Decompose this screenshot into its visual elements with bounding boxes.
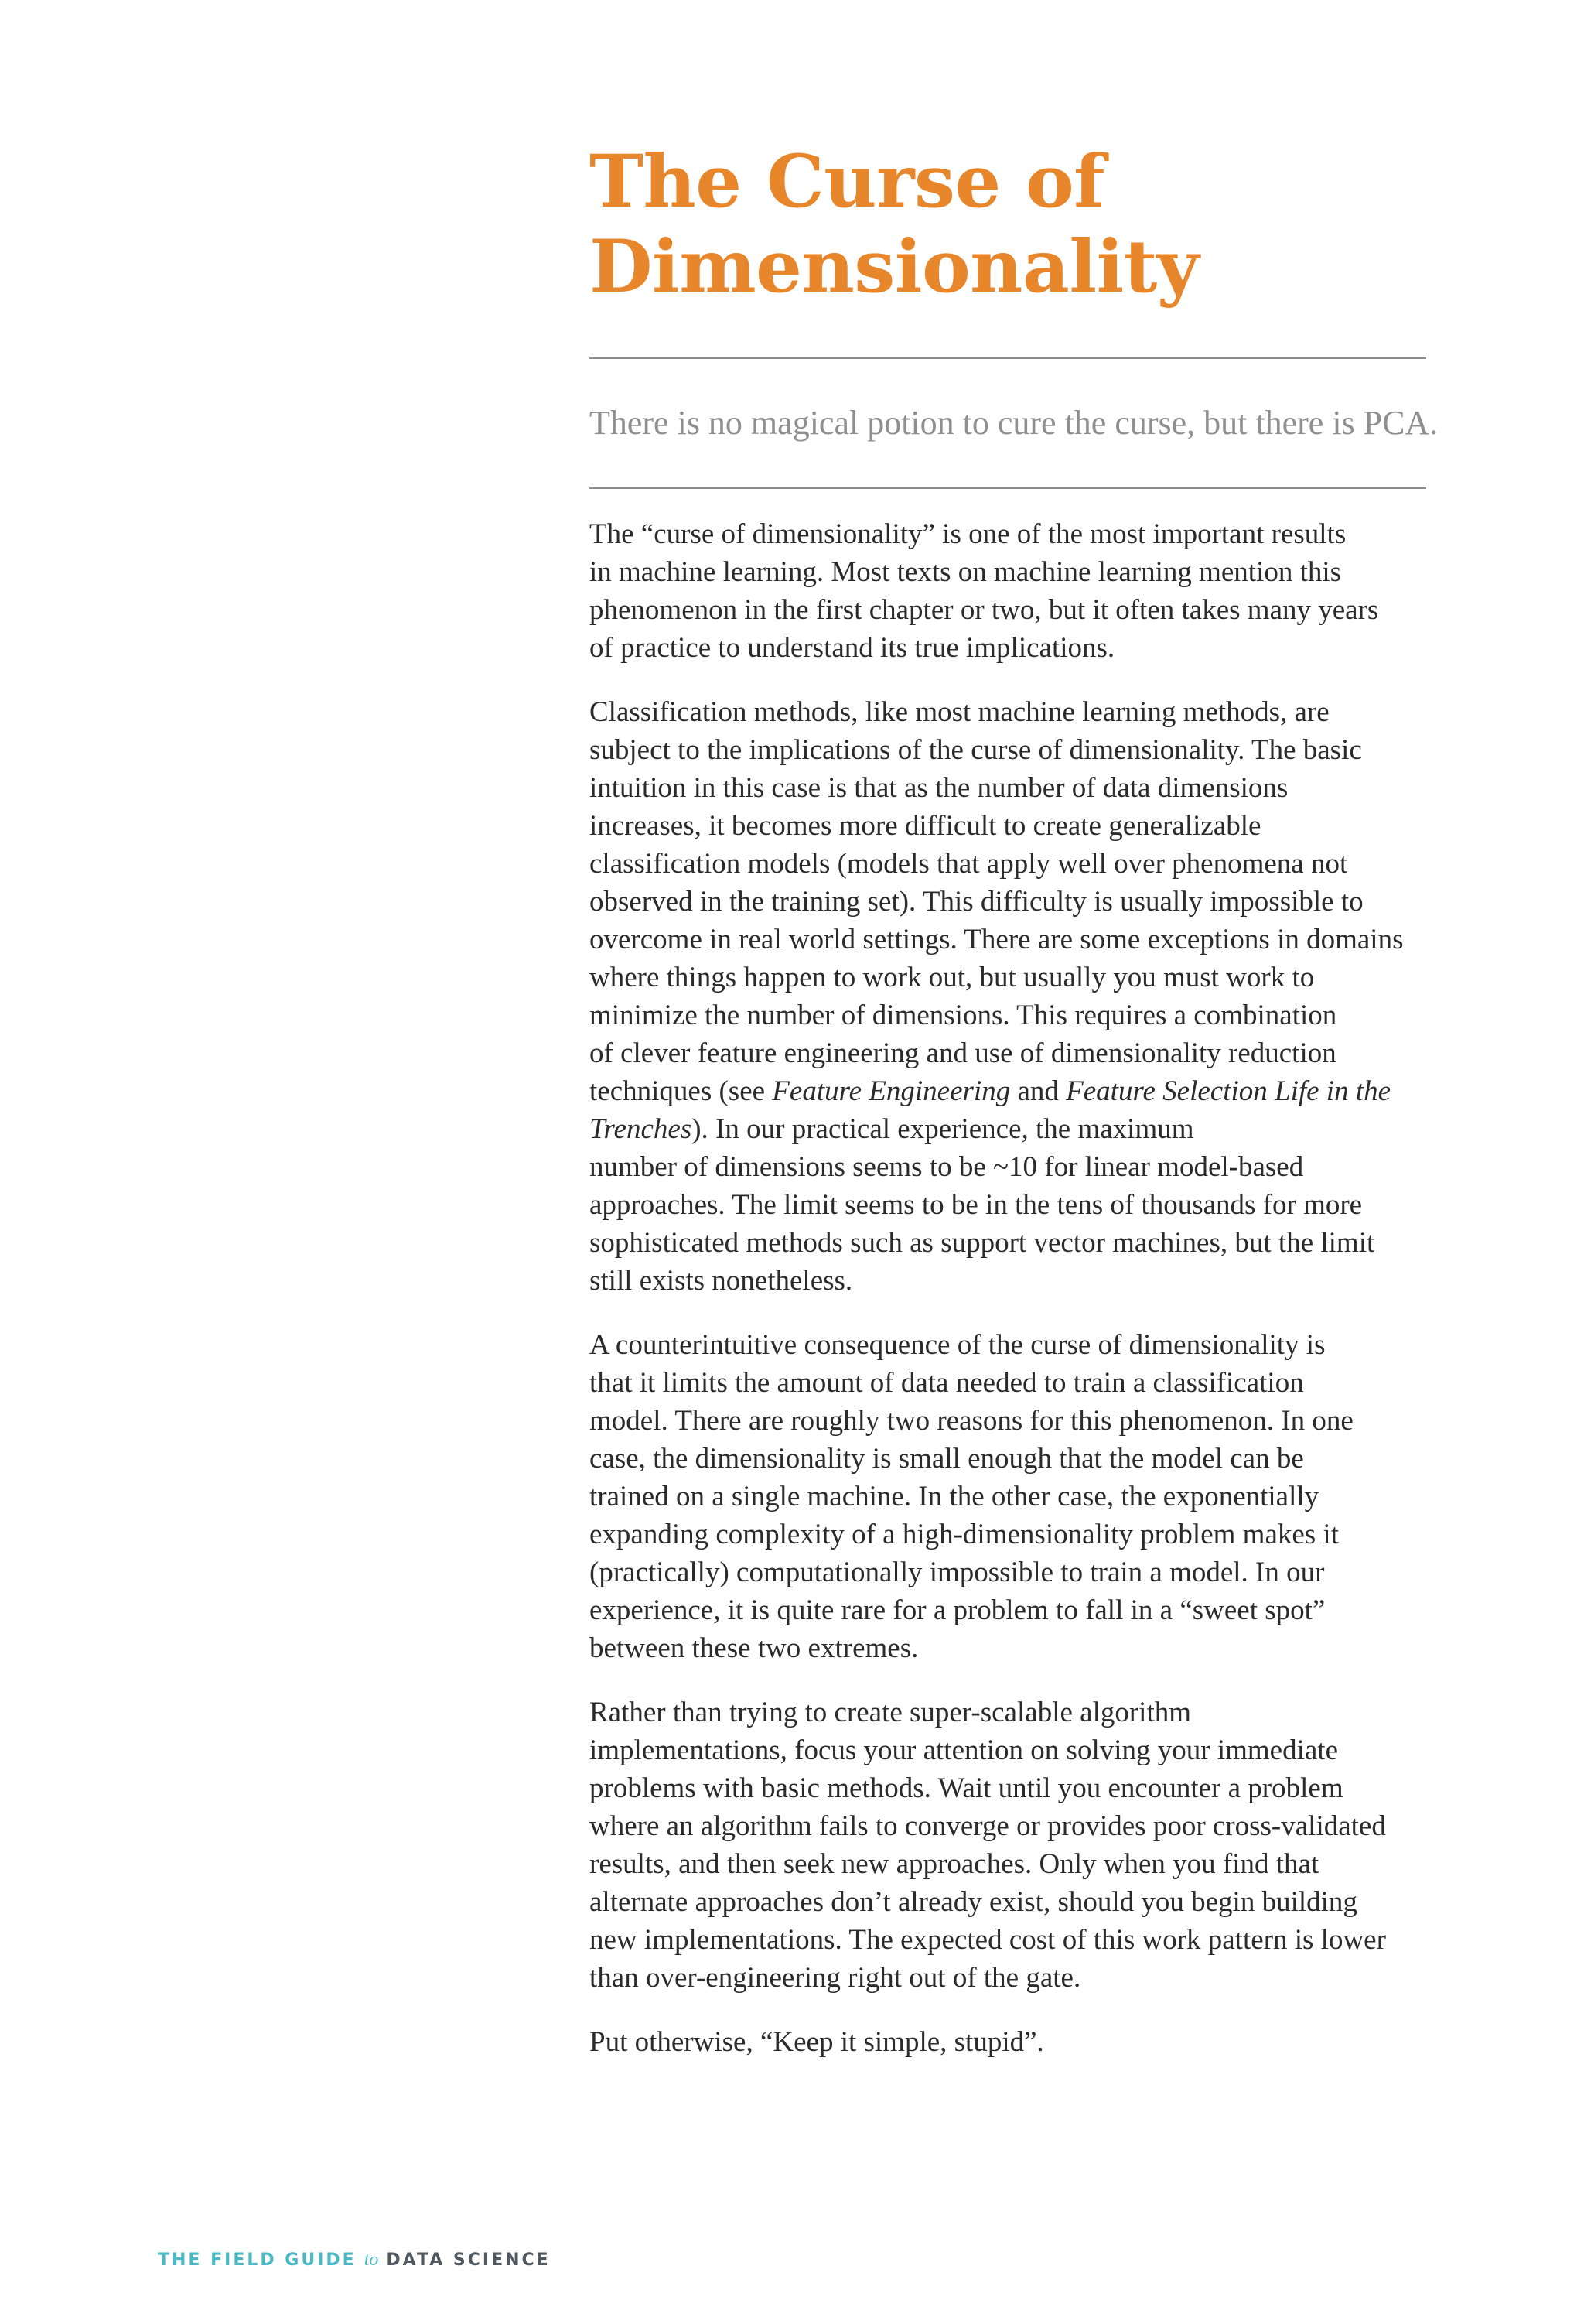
text-line: alternate approaches don’t already exist, should you begin building	[589, 1886, 1357, 1918]
text-line: intuition in this case is that as the number of data dimensions	[589, 772, 1289, 804]
text-line: that it limits the amount of data needed to train a classification	[589, 1367, 1304, 1399]
text-line: Rather than trying to create super-scalable algorithm	[589, 1697, 1192, 1728]
title-line-1: The Curse of	[589, 139, 1105, 224]
body-text	[589, 515, 1426, 2061]
text-line: implementations, focus your attention on solving your immediate	[589, 1734, 1338, 1766]
text-line: increases, it becomes more difficult to create generalizable	[589, 810, 1261, 842]
text-line: Classification methods, like most machine learning methods, are	[589, 696, 1330, 728]
text-line: sophisticated methods such as support vector machines, but the limit	[589, 1227, 1375, 1259]
divider-bottom	[589, 487, 1426, 489]
text-line: approaches. The limit seems to be in the tens of thousands for more	[589, 1189, 1363, 1221]
paragraph-5	[589, 2023, 1426, 2061]
text-line: number of dimensions seems to be ~10 for linear model-based	[589, 1151, 1304, 1183]
footer-title-part3: DATA SCIENCE	[386, 2251, 551, 2270]
text-line: between these two extremes.	[589, 1632, 919, 1664]
text-line: new implementations. The expected cost of this work pattern is lower	[589, 1924, 1386, 1956]
paragraph-4	[589, 1693, 1426, 1997]
text-line: The “curse of dimensionality” is one of the most important results	[589, 518, 1347, 550]
text-line: A counterintuitive consequence of the curse of dimensionality is	[589, 1329, 1326, 1361]
text-run: ). In our practical experience, the maximum	[691, 1113, 1194, 1145]
text-line: subject to the implications of the curse of dimensionality. The basic	[589, 734, 1362, 766]
text-line: model. There are roughly two reasons for this phenomenon. In one	[589, 1405, 1354, 1437]
text-line: Put otherwise, “Keep it simple, stupid”.	[589, 2026, 1044, 2058]
text-line	[589, 1110, 1426, 1148]
text-line: expanding complexity of a high-dimensionality problem makes it	[589, 1519, 1339, 1550]
footer-title-part1: THE FIELD GUIDE	[158, 2251, 357, 2270]
text-line: of practice to understand its true implications.	[589, 632, 1115, 664]
paragraph-2	[589, 693, 1426, 1300]
content-column	[589, 139, 1439, 2087]
text-line: observed in the training set). This difficulty is usually impossible to	[589, 886, 1364, 918]
text-line: trained on a single machine. In the other case, the exponentially	[589, 1481, 1319, 1512]
paragraph-1	[589, 515, 1426, 667]
page-title	[589, 139, 1426, 309]
text-line: (practically) computationally impossible to train a model. In our	[589, 1557, 1325, 1588]
footer-title-part2: to	[364, 2250, 379, 2270]
text-line: where an algorithm fails to converge or provides poor cross-validated	[589, 1810, 1386, 1842]
text-run: and	[1010, 1075, 1067, 1107]
text-line: in machine learning. Most texts on machine learning mention this	[589, 556, 1342, 588]
book-reference-feature-selection: Feature Selection Life in the	[1066, 1075, 1391, 1107]
book-reference-trenches: Trenches	[589, 1113, 692, 1145]
text-line: of clever feature engineering and use of dimensionality reduction	[589, 1037, 1336, 1069]
text-line: experience, it is quite rare for a problem to fall in a “sweet spot”	[589, 1594, 1326, 1626]
text-line: problems with basic methods. Wait until you encounter a problem	[589, 1772, 1343, 1804]
text-run: techniques (see	[589, 1075, 773, 1107]
text-line: case, the dimensionality is small enough that the model can be	[589, 1443, 1304, 1475]
text-line	[589, 1072, 1426, 1110]
text-line: overcome in real world settings. There are some exceptions in domains	[589, 924, 1404, 955]
text-line: where things happen to work out, but usually you must work to	[589, 962, 1315, 993]
text-line: results, and then seek new approaches. Only when you find that	[589, 1848, 1319, 1880]
divider-top	[589, 357, 1426, 359]
paragraph-3	[589, 1326, 1426, 1667]
text-line: minimize the number of dimensions. This requires a combination	[589, 1000, 1337, 1031]
title-line-2: Dimensionality	[589, 224, 1199, 309]
subtitle: There is no magical potion to cure the curse, but there is PCA.	[589, 404, 1439, 442]
text-line: phenomenon in the first chapter or two, but it often takes many years	[589, 594, 1379, 626]
text-line: classification models (models that apply well over phenomena not	[589, 848, 1348, 880]
running-footer	[158, 2250, 551, 2271]
book-reference-feature-engineering: Feature Engineering	[772, 1075, 1011, 1107]
text-line: still exists nonetheless.	[589, 1265, 853, 1297]
text-line: than over-engineering right out of the gate.	[589, 1962, 1081, 1994]
